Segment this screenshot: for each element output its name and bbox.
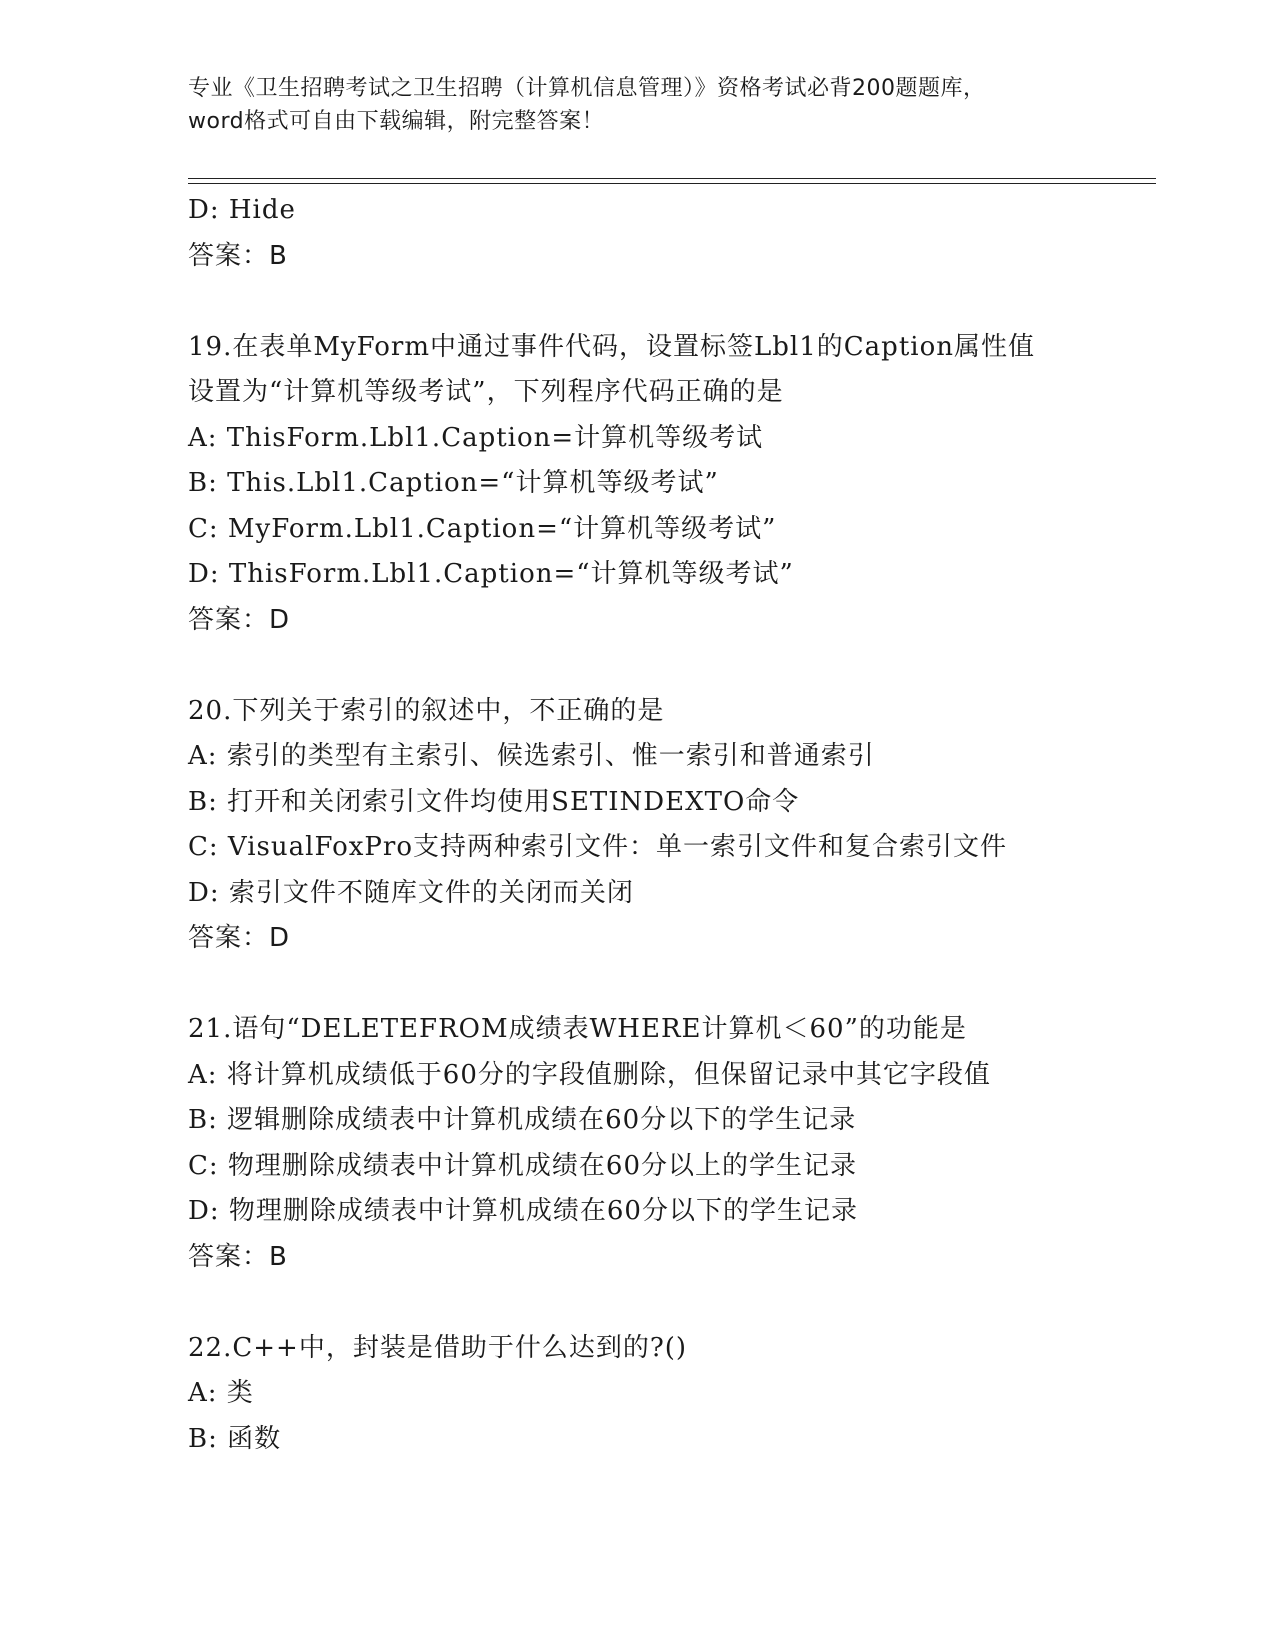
- option-b: B: 打开和关闭索引文件均使用SETINDEXTO命令: [188, 786, 800, 817]
- document-body: [188, 188, 1188, 1462]
- question-20: [188, 689, 1188, 962]
- document-header: [188, 72, 1108, 138]
- answer-line: 答案：B: [188, 240, 288, 271]
- option-d: D: 索引文件不随库文件的关闭而关闭: [188, 877, 634, 908]
- option-c: C: 物理删除成绩表中计算机成绩在60分以上的学生记录: [188, 1150, 858, 1181]
- option-c: C: VisualFoxPro支持两种索引文件：单一索引文件和复合索引文件: [188, 832, 1007, 862]
- header-line-2: word格式可自由下载编辑，附完整答案！: [188, 109, 605, 134]
- header-line-1: 专业《卫生招聘考试之卫生招聘（计算机信息管理）》资格考试必背200题题库，: [188, 76, 986, 101]
- answer-line: 答案：B: [188, 1241, 288, 1272]
- option-b: B: 逻辑删除成绩表中计算机成绩在60分以下的学生记录: [188, 1105, 857, 1135]
- option-a: A: ThisForm.Lbl1.Caption=计算机等级考试: [188, 422, 764, 453]
- question-21: [188, 1007, 1188, 1280]
- question-19: [188, 325, 1188, 644]
- option-a: A: 索引的类型有主索引、候选索引、惟一索引和普通索引: [188, 741, 875, 771]
- question-stem: 20.下列关于索引的叙述中，不正确的是: [188, 695, 665, 726]
- header-rule-top: [188, 178, 1156, 179]
- option-a: A: 将计算机成绩低于60分的字段值删除，但保留记录中其它字段值: [188, 1059, 991, 1090]
- question-stem: 21.语句“DELETEFROM成绩表WHERE计算机＜60”的功能是: [188, 1014, 967, 1044]
- question-stem-continued: 设置为“计算机等级考试”，下列程序代码正确的是: [188, 377, 784, 407]
- question-22: [188, 1326, 1188, 1463]
- option-d: D: ThisForm.Lbl1.Caption=“计算机等级考试”: [188, 559, 794, 589]
- option-d: D: 物理删除成绩表中计算机成绩在60分以下的学生记录: [188, 1196, 858, 1226]
- option-a: A: 类: [188, 1378, 254, 1408]
- answer-line: 答案：D: [188, 604, 291, 635]
- question-fragment: [188, 188, 1188, 279]
- header-rule-bottom: [188, 183, 1156, 184]
- option-b: B: 函数: [188, 1423, 282, 1454]
- option-c: C: MyForm.Lbl1.Caption=“计算机等级考试”: [188, 513, 777, 544]
- option-b: B: This.Lbl1.Caption=“计算机等级考试”: [188, 468, 719, 498]
- answer-line: 答案：D: [188, 923, 291, 953]
- option-d: D: Hide: [188, 195, 296, 225]
- question-stem: 19.在表单MyForm中通过事件代码，设置标签Lbl1的Caption属性值: [188, 331, 1035, 362]
- question-stem: 22.C++中，封装是借助于什么达到的?(): [188, 1332, 688, 1363]
